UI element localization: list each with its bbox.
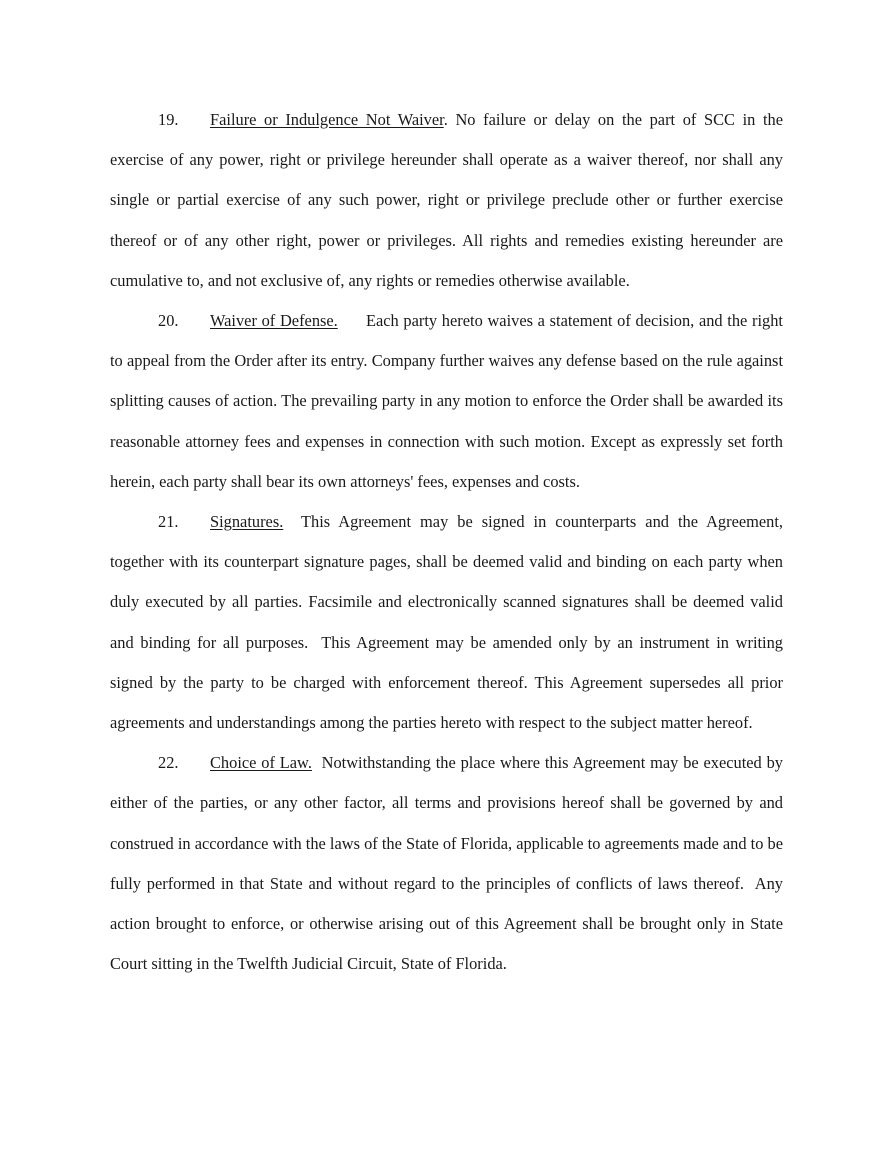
section-body: This Agreement may be signed in counterparts and the Agreement, together with its counterpart signature pages, shall be deemed valid and binding on each party when duly executed by all parties. Facsimile and electronically scanned signatures shall be deemed valid and binding for all purposes. This Agreement may be amended only by an instrument in writing signed by the party to be charged with enforcement thereof. This Agreement supersedes all prior agreements and understandings among the parties hereto with respect to the subject matter hereof.: [110, 512, 788, 733]
section-heading: Choice of Law.: [210, 753, 312, 773]
section-number: 19.: [158, 110, 179, 129]
section-number: 22.: [158, 753, 179, 773]
section-22: [110, 743, 788, 984]
section-heading: Failure or Indulgence Not Waiver: [210, 110, 444, 129]
section-body: Notwithstanding the place where this Agreement may be executed by either of the parties, or any other factor, all terms and provisions hereof shall be governed by and construed in accordance with the laws of the State of Florida, applicable to agreements made and to be fully performed in that State and without regard to the principles of conflicts of laws thereof. Any action brought to enforce, or otherwise arising out of this Agreement shall be brought only in State Court sitting in the Twelfth Judicial Circuit, State of Florida.: [110, 753, 788, 974]
document-page: [110, 100, 788, 984]
section-19: [110, 100, 788, 301]
section-heading: Waiver of Defense.: [210, 311, 338, 331]
section-number: 20.: [158, 311, 179, 331]
section-heading: Signatures.: [210, 512, 284, 532]
section-number: 21.: [158, 512, 179, 532]
section-heading-punct: .: [443, 110, 448, 129]
section-21: [110, 502, 788, 743]
section-body: No failure or delay on the part of SCC in the exercise of any power, right or privilege hereunder shall operate as a waiver thereof, nor shall any single or partial exercise of any such power, right or privilege preclude other or further exercise thereof or of any other right, power or privileges. All rights and remedies existing hereunder are cumulative to, and not exclusive of, any rights or remedies otherwise available.: [110, 110, 788, 290]
section-body: Each party hereto waives a statement of decision, and the right to appeal from the Order after its entry. Company further waives any defense based on the rule against splitting causes of action. The prevailing party in any motion to enforce the Order shall be awarded its reasonable attorney fees and expenses in connection with such motion. Except as expressly set forth herein, each party shall bear its own attorneys' fees, expenses and costs.: [110, 311, 788, 491]
section-20: [110, 301, 788, 502]
